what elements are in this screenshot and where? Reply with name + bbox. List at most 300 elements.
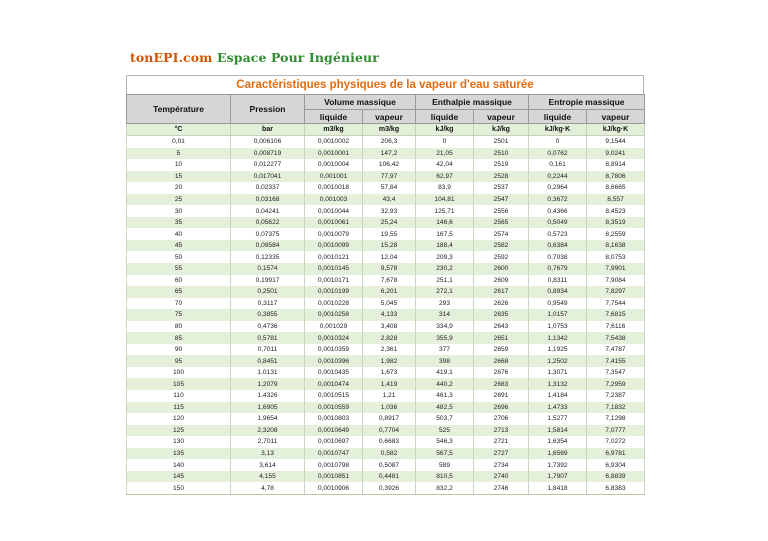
table-cell: 0,012277 [231,159,305,171]
table-cell: 0,001003 [305,194,363,206]
table-cell: 1,419 [363,378,416,390]
table-row [127,390,645,402]
table-cell: 251,1 [416,275,474,287]
table-row [127,171,645,183]
table-cell: 35 [127,217,231,229]
table-cell: 7,678 [363,275,416,287]
table-cell: 2659 [474,344,529,356]
table-cell: 106,42 [363,159,416,171]
table-cell: 1,4184 [529,390,587,402]
table-cell: 19,55 [363,228,416,240]
table-cell: 7,1298 [587,413,645,425]
table-cell: 0,0010018 [305,182,363,194]
unit-cell: kJ/kg·K [587,124,645,136]
table-cell: 0,7038 [529,251,587,263]
table-cell: 546,3 [416,436,474,448]
table-row [127,159,645,171]
table-cell: 0,0010145 [305,263,363,275]
table-cell: 7,4155 [587,355,645,367]
table-cell: 3,614 [231,459,305,471]
table-cell: 125,71 [416,205,474,217]
table-cell: 1,0131 [231,367,305,379]
table-cell: 9,1544 [587,136,645,148]
table-cell: 461,3 [416,390,474,402]
table-cell: 230,2 [416,263,474,275]
table-cell: 1,2079 [231,378,305,390]
table-cell: 0,0010079 [305,228,363,240]
table-cell: 0,0010061 [305,217,363,229]
table-cell: 85 [127,332,231,344]
table-cell: 0,01 [127,136,231,148]
table-cell: 0,4366 [529,205,587,217]
table-cell: 0,12335 [231,251,305,263]
table-cell: 0,0010004 [305,159,363,171]
table-cell: 440,2 [416,378,474,390]
table-cell: 567,5 [416,448,474,460]
table-cell: 42,04 [416,159,474,171]
table-cell: 43,4 [363,194,416,206]
unit-cell: m3/kg [363,124,416,136]
table-cell: 0,3926 [363,482,416,494]
table-cell: 8,557 [587,194,645,206]
table-cell: 6,9304 [587,459,645,471]
table-cell: 0,5723 [529,228,587,240]
table-cell: 2528 [474,171,529,183]
table-cell: 57,84 [363,182,416,194]
unit-cell: bar [231,124,305,136]
table-cell: 2734 [474,459,529,471]
table-cell: 135 [127,448,231,460]
table-cell: 2,7011 [231,436,305,448]
table-cell: 0,0010649 [305,425,363,437]
table-cell: 7,4787 [587,344,645,356]
table-cell: 104,81 [416,194,474,206]
table-cell: 2727 [474,448,529,460]
table-cell: 2668 [474,355,529,367]
table-cell: 0,0010044 [305,205,363,217]
table-cell: 130 [127,436,231,448]
data-sheet [126,75,644,495]
table-cell: 146,6 [416,217,474,229]
table-cell: 2706 [474,413,529,425]
table-cell: 6,8383 [587,482,645,494]
table-row [127,275,645,287]
table-row [127,182,645,194]
table-cell: 32,93 [363,205,416,217]
table-cell: 0,0010121 [305,251,363,263]
table-cell: 40 [127,228,231,240]
table-cell: 0,02337 [231,182,305,194]
table-cell: 0,8934 [529,286,587,298]
table-cell: 0,19917 [231,275,305,287]
table-cell: 62,97 [416,171,474,183]
table-cell: 1,21 [363,390,416,402]
table-cell: 0,6683 [363,436,416,448]
table-cell: 2510 [474,148,529,160]
table-cell: 83,9 [416,182,474,194]
table-cell: 0,0762 [529,148,587,160]
table-cell: 0,0010396 [305,355,363,367]
table-cell: 2600 [474,263,529,275]
table-cell: 0,2501 [231,286,305,298]
table-cell: 398 [416,355,474,367]
subheader-volume-liquide: liquide [305,110,363,124]
table-cell: 115 [127,402,231,414]
table-row [127,332,645,344]
table-cell: 6,9781 [587,448,645,460]
table-cell: 188,4 [416,240,474,252]
table-cell: 100 [127,367,231,379]
table-cell: 525 [416,425,474,437]
table-cell: 7,2387 [587,390,645,402]
table-cell: 0 [416,136,474,148]
table-cell: 2,3208 [231,425,305,437]
table-cell: 65 [127,286,231,298]
table-cell: 2721 [474,436,529,448]
table-row [127,425,645,437]
table-cell: 2626 [474,298,529,310]
table-cell: 7,8297 [587,286,645,298]
table-row [127,402,645,414]
table-cell: 0,0010002 [305,136,363,148]
table-title: Caractéristiques physiques de la vapeur d'eau saturée [126,75,644,94]
table-row [127,298,645,310]
table-cell: 7,0272 [587,436,645,448]
unit-cell: kJ/kg [416,124,474,136]
header-enthalpie: Enthalpie massique [416,95,529,110]
table-cell: 2565 [474,217,529,229]
table-cell: 2713 [474,425,529,437]
table-cell: 2696 [474,402,529,414]
table-cell: 0,3117 [231,298,305,310]
table-cell: 9,578 [363,263,416,275]
table-cell: 7,0777 [587,425,645,437]
table-cell: 0,0010359 [305,344,363,356]
table-cell: 0,006106 [231,136,305,148]
table-cell: 377 [416,344,474,356]
table-cell: 3,408 [363,321,416,333]
table-cell: 110 [127,390,231,402]
table-cell: 0,3672 [529,194,587,206]
table-cell: 0,001001 [305,171,363,183]
table-row [127,286,645,298]
table-cell: 0,161 [529,159,587,171]
table-cell: 0,2964 [529,182,587,194]
table-cell: 8,1638 [587,240,645,252]
table-cell: 0,09584 [231,240,305,252]
table-row [127,240,645,252]
table-row [127,355,645,367]
table-cell: 1,2502 [529,355,587,367]
table-cell: 206,3 [363,136,416,148]
table-cell: 25 [127,194,231,206]
table-cell: 1,1925 [529,344,587,356]
table-cell: 293 [416,298,474,310]
table-cell: 0,017041 [231,171,305,183]
table-cell: 7,7544 [587,298,645,310]
table-cell: 2556 [474,205,529,217]
table-cell: 2683 [474,378,529,390]
table-cell: 1,0157 [529,309,587,321]
table-cell: 482,5 [416,402,474,414]
table-cell: 70 [127,298,231,310]
table-cell: 0,0010559 [305,402,363,414]
table-cell: 0,0010099 [305,240,363,252]
table-cell: 2574 [474,228,529,240]
table-cell: 1,7392 [529,459,587,471]
table-cell: 0,05622 [231,217,305,229]
table-cell: 0,0010474 [305,378,363,390]
table-cell: 12,04 [363,251,416,263]
table-cell: 167,5 [416,228,474,240]
table-cell: 0,8311 [529,275,587,287]
table-row [127,413,645,425]
table-cell: 77,97 [363,171,416,183]
table-cell: 2537 [474,182,529,194]
table-cell: 55 [127,263,231,275]
table-cell: 0,07375 [231,228,305,240]
table-cell: 2740 [474,471,529,483]
table-cell: 2746 [474,482,529,494]
table-cell: 15,28 [363,240,416,252]
table-cell: 0,2244 [529,171,587,183]
table-cell: 5,045 [363,298,416,310]
table-cell: 2617 [474,286,529,298]
table-row [127,148,645,160]
table-cell: 0,9549 [529,298,587,310]
table-cell: 1,0753 [529,321,587,333]
table-cell: 2691 [474,390,529,402]
brand-part2: Espace Pour Ingénieur [212,50,379,65]
table-cell: 810,5 [416,471,474,483]
table-cell: 125 [127,425,231,437]
table-cell: 0,5087 [363,459,416,471]
table-cell: 0,8917 [363,413,416,425]
table-row [127,482,645,494]
table-cell: 2676 [474,367,529,379]
table-cell: 8,8914 [587,159,645,171]
table-cell: 0,7704 [363,425,416,437]
table-cell: 2,828 [363,332,416,344]
table-cell: 0,7011 [231,344,305,356]
table-cell: 1,036 [363,402,416,414]
table-cell: 0,4481 [363,471,416,483]
subheader-entropie-liquide: liquide [529,110,587,124]
table-cell: 589 [416,459,474,471]
steam-table [126,94,645,495]
table-cell: 2651 [474,332,529,344]
table-cell: 4,78 [231,482,305,494]
table-cell: 2643 [474,321,529,333]
table-cell: 0,001029 [305,321,363,333]
header-entropie: Entropie massique [529,95,645,110]
table-cell: 0,3855 [231,309,305,321]
table-cell: 45 [127,240,231,252]
table-cell: 1,673 [363,367,416,379]
table-cell: 7,1832 [587,402,645,414]
table-cell: 0,0010515 [305,390,363,402]
unit-cell: m3/kg [305,124,363,136]
table-cell: 1,6905 [231,402,305,414]
table-row [127,436,645,448]
header-volume: Volume massique [305,95,416,110]
table-cell: 2547 [474,194,529,206]
table-cell: 7,6815 [587,309,645,321]
unit-cell: °C [127,124,231,136]
table-cell: 1,8418 [529,482,587,494]
table-row [127,471,645,483]
table-cell: 7,9084 [587,275,645,287]
table-cell: 0,008719 [231,148,305,160]
table-cell: 10 [127,159,231,171]
table-cell: 6,201 [363,286,416,298]
table-cell: 50 [127,251,231,263]
table-cell: 75 [127,309,231,321]
table-cell: 2635 [474,309,529,321]
table-cell: 21,05 [416,148,474,160]
table-cell: 4,133 [363,309,416,321]
table-row [127,205,645,217]
table-cell: 1,9654 [231,413,305,425]
table-cell: 334,9 [416,321,474,333]
table-cell: 2,361 [363,344,416,356]
table-cell: 832,2 [416,482,474,494]
table-cell: 0,0010906 [305,482,363,494]
table-cell: 1,6569 [529,448,587,460]
brand-part1: tonEPI.com [130,50,213,65]
table-cell: 95 [127,355,231,367]
table-cell: 5 [127,148,231,160]
table-cell: 80 [127,321,231,333]
table-cell: 272,1 [416,286,474,298]
table-cell: 0,03168 [231,194,305,206]
table-cell: 1,3132 [529,378,587,390]
table-cell: 2501 [474,136,529,148]
table-row [127,367,645,379]
table-cell: 7,5438 [587,332,645,344]
table-row [127,378,645,390]
table-cell: 0,0010798 [305,459,363,471]
table-cell: 6,8839 [587,471,645,483]
table-cell: 150 [127,482,231,494]
table-cell: 0,0010228 [305,298,363,310]
table-row [127,309,645,321]
table-cell: 419,1 [416,367,474,379]
table-cell: 0,1574 [231,263,305,275]
table-cell: 15 [127,171,231,183]
table-cell: 1,3071 [529,367,587,379]
table-cell: 0,0010199 [305,286,363,298]
table-cell: 2592 [474,251,529,263]
unit-cell: kJ/kg [474,124,529,136]
table-cell: 7,9901 [587,263,645,275]
table-cell: 0,0010258 [305,309,363,321]
table-cell: 8,6665 [587,182,645,194]
header-temperature: Température [127,95,231,124]
subheader-enthalpie-vapeur: vapeur [474,110,529,124]
unit-cell: kJ/kg·K [529,124,587,136]
table-cell: 4,155 [231,471,305,483]
table-row [127,321,645,333]
table-cell: 209,3 [416,251,474,263]
table-cell: 8,7806 [587,171,645,183]
table-cell: 0,0010324 [305,332,363,344]
table-row [127,263,645,275]
table-cell: 147,2 [363,148,416,160]
table-row [127,459,645,471]
table-cell: 1,4733 [529,402,587,414]
subheader-volume-vapeur: vapeur [363,110,416,124]
table-cell: 1,4326 [231,390,305,402]
table-cell: 503,7 [416,413,474,425]
table-row [127,228,645,240]
table-row [127,251,645,263]
table-cell: 60 [127,275,231,287]
table-cell: 0,0010697 [305,436,363,448]
table-cell: 9,0241 [587,148,645,160]
table-cell: 8,3519 [587,217,645,229]
table-cell: 1,5814 [529,425,587,437]
table-cell: 355,9 [416,332,474,344]
site-brand [130,50,379,65]
table-row [127,344,645,356]
table-cell: 0,0010803 [305,413,363,425]
table-cell: 0,04241 [231,205,305,217]
table-cell: 1,5277 [529,413,587,425]
table-row [127,448,645,460]
table-body [127,136,645,495]
table-cell: 0,8451 [231,355,305,367]
table-row [127,194,645,206]
table-cell: 145 [127,471,231,483]
table-cell: 1,982 [363,355,416,367]
table-cell: 0,5781 [231,332,305,344]
table-cell: 3,13 [231,448,305,460]
table-cell: 0,0010171 [305,275,363,287]
table-cell: 0,0010435 [305,367,363,379]
table-cell: 8,2559 [587,228,645,240]
table-cell: 0,7679 [529,263,587,275]
table-cell: 20 [127,182,231,194]
table-cell: 1,7907 [529,471,587,483]
table-cell: 0,5049 [529,217,587,229]
table-cell: 25,24 [363,217,416,229]
table-cell: 7,6116 [587,321,645,333]
subheader-enthalpie-liquide: liquide [416,110,474,124]
table-cell: 2582 [474,240,529,252]
table-cell: 140 [127,459,231,471]
table-cell: 1,6354 [529,436,587,448]
header-pression: Pression [231,95,305,124]
table-cell: 8,4523 [587,205,645,217]
table-cell: 2519 [474,159,529,171]
table-cell: 8,0753 [587,251,645,263]
table-row [127,136,645,148]
table-cell: 120 [127,413,231,425]
table-cell: 7,2959 [587,378,645,390]
subheader-entropie-vapeur: vapeur [587,110,645,124]
table-cell: 0,6384 [529,240,587,252]
table-cell: 30 [127,205,231,217]
table-cell: 0,582 [363,448,416,460]
table-cell: 2609 [474,275,529,287]
table-cell: 0,0010747 [305,448,363,460]
table-row [127,217,645,229]
table-cell: 314 [416,309,474,321]
table-cell: 0,4736 [231,321,305,333]
table-cell: 0,0010001 [305,148,363,160]
table-cell: 1,1342 [529,332,587,344]
